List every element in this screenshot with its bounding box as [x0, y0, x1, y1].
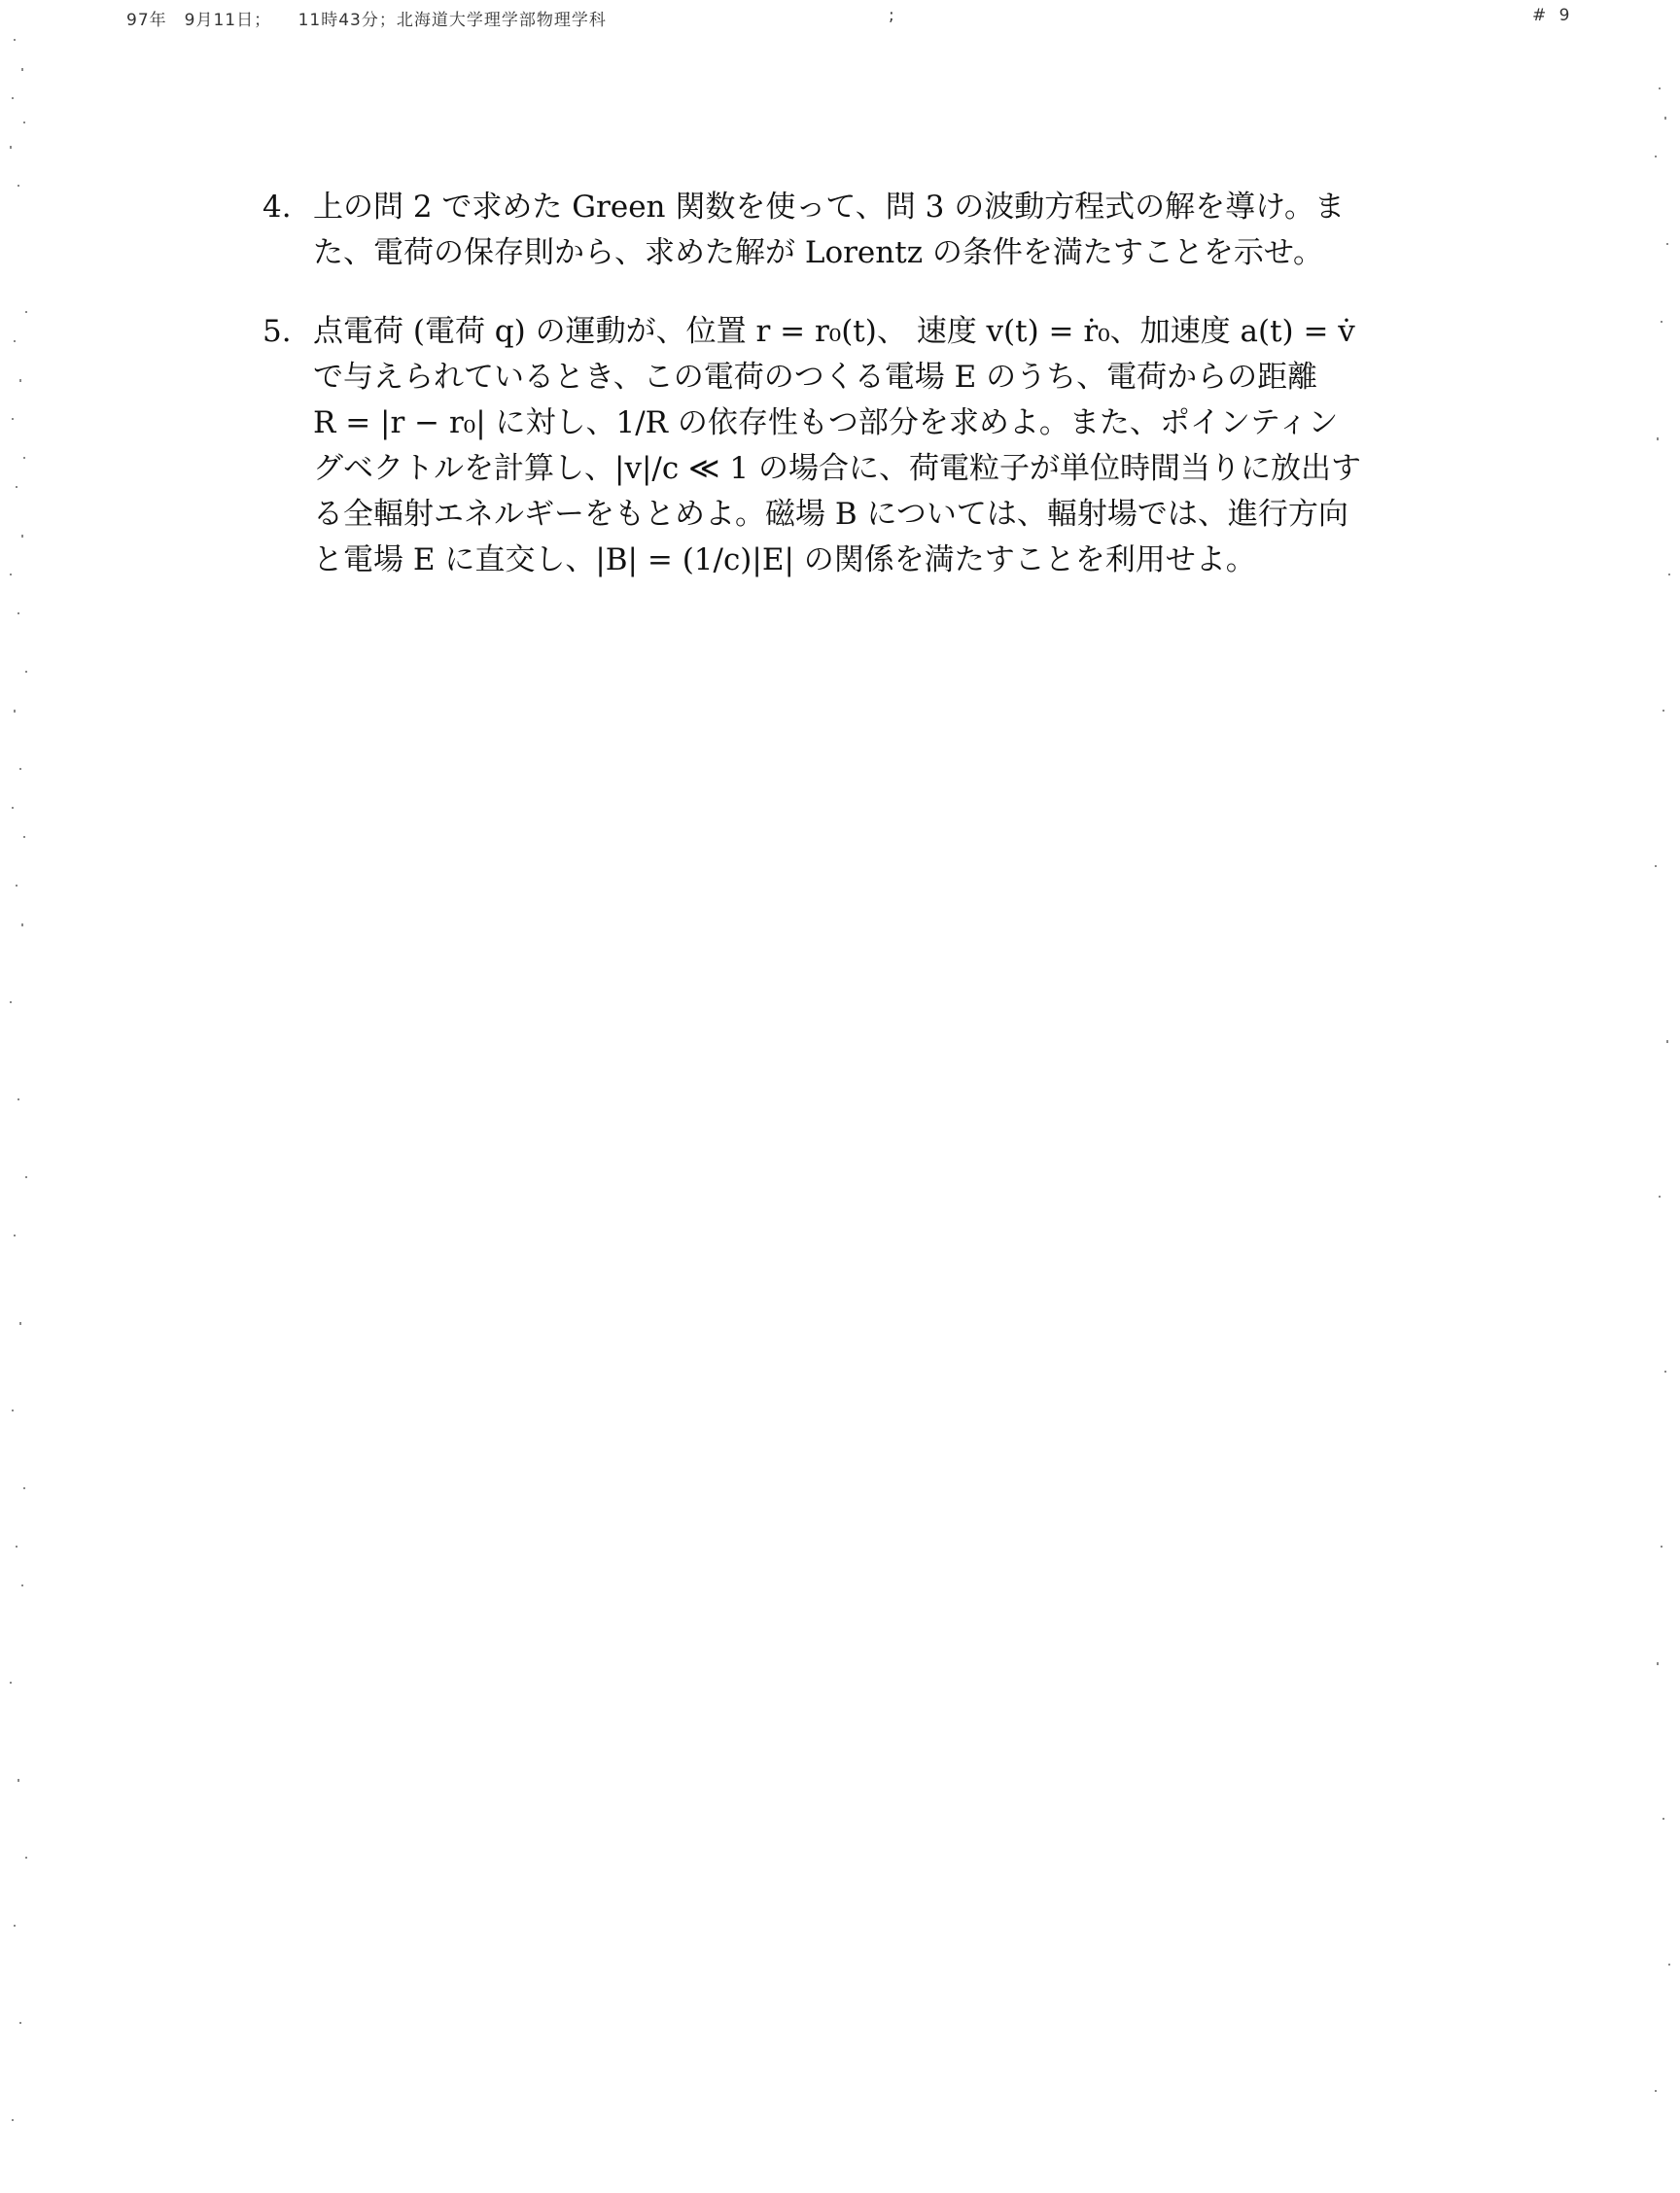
problem-line: R = |r − r₀| に対し、1/R の依存性もつ部分を求めよ。また、ポインティン — [313, 405, 1339, 440]
fax-page-number: # 9 — [1532, 6, 1574, 25]
problem-number: 5. — [262, 314, 292, 349]
problem-4 — [262, 185, 1398, 276]
problem-line: 上の問 2 で求めた Green 関数を使って、問 3 の波動方程式の解を導け。ま — [313, 190, 1345, 225]
problem-text — [313, 309, 1398, 583]
scan-edge-noise-right — [1647, 29, 1676, 2168]
problem-line: 点電荷 (電荷 q) の運動が、位置 r = r₀(t)、 速度 v(t) = ṙ₀、加速度 a(t) = v̇ — [313, 314, 1355, 349]
fax-header-datetime: 97年 9月11日； 11時43分；北海道大学理学部物理学科 — [126, 11, 607, 30]
scan-edge-noise-left — [4, 29, 33, 2168]
problem-text — [313, 185, 1398, 276]
problem-line: で与えられているとき、この電荷のつくる電場 E のうち、電荷からの距離 — [313, 360, 1318, 395]
problem-5 — [262, 309, 1398, 583]
problem-line: グベクトルを計算し、|v|/c ≪ 1 の場合に、荷電粒子が単位時間当りに放出す — [313, 451, 1361, 486]
problem-line: た、電荷の保存則から、求めた解が Lorentz の条件を満たすことを示せ。 — [313, 235, 1323, 270]
problem-number: 4. — [262, 190, 292, 225]
problem-line: る全輻射エネルギーをもとめよ。磁場 B については、輻射場では、進行方向 — [313, 497, 1348, 532]
problem-line: と電場 E に直交し、|B| = (1/c)|E| の関係を満たすことを利用せよ。 — [313, 542, 1256, 577]
fax-header-separator: ; — [889, 6, 894, 25]
